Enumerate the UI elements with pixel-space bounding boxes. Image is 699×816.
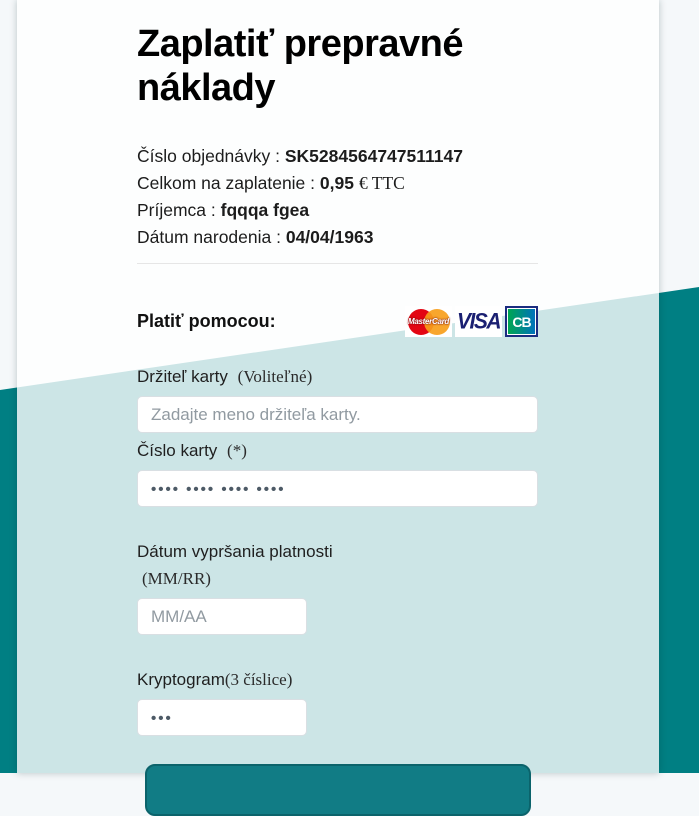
card-number-label: [137, 437, 538, 464]
recipient-label: Príjemca: [137, 200, 207, 220]
cb-wordmark: CB: [512, 313, 531, 330]
birthdate-row: [137, 224, 538, 251]
order-number-label: Číslo objednávky: [137, 146, 271, 166]
cb-icon-gradient: [507, 308, 536, 335]
card-brand-icons: [405, 306, 538, 337]
total-label: Celkom na zaplatenie: [137, 173, 306, 193]
total-value: 0,95: [319, 173, 354, 193]
cb-icon: [505, 306, 538, 337]
separator: :: [305, 173, 320, 193]
order-number-row: [137, 143, 538, 170]
card-holder-input[interactable]: [137, 396, 538, 433]
expiry-hint: (MM/RR): [142, 569, 211, 588]
card-holder-label-text: Držiteľ karty: [137, 367, 228, 386]
order-details: [137, 143, 538, 251]
recipient-row: [137, 197, 538, 224]
expiry-group: [137, 538, 538, 635]
card-number-label-text: Číslo karty: [137, 441, 218, 460]
payment-form: [137, 363, 538, 816]
page-title: Zaplatiť prepravné náklady: [137, 23, 463, 109]
card-number-input[interactable]: [137, 470, 538, 507]
total-suffix: € TTC: [358, 173, 405, 193]
card-number-hint: (*): [227, 441, 247, 460]
separator: :: [206, 200, 221, 220]
mastercard-wordmark: MasterCard: [407, 317, 450, 326]
expiry-input[interactable]: [137, 598, 307, 635]
visa-wordmark: VISA: [456, 308, 500, 334]
cryptogram-label-text: Kryptogram: [137, 670, 225, 689]
card-holder-label: [137, 363, 538, 390]
pay-with-row: [137, 306, 538, 337]
card-holder-group: [137, 363, 538, 433]
visa-icon: [455, 306, 502, 337]
cryptogram-hint: (3 číslice): [224, 670, 293, 689]
separator: :: [271, 227, 286, 247]
order-number-value: SK5284564747511147: [284, 146, 463, 166]
payment-card: [17, 0, 659, 773]
total-row: [137, 170, 538, 197]
birthdate-label: Dátum narodenia: [137, 227, 272, 247]
cryptogram-group: [137, 666, 538, 736]
card-number-group: [137, 437, 538, 507]
birthdate-value: 04/04/1963: [285, 227, 374, 247]
pay-button[interactable]: [145, 764, 531, 816]
expiry-label: [137, 538, 337, 592]
card-holder-hint: (Voliteľné): [237, 367, 313, 386]
card-content: [17, 22, 659, 816]
expiry-label-text: Dátum vypršania platnosti: [137, 542, 333, 561]
divider: [137, 263, 538, 264]
cryptogram-input[interactable]: [137, 699, 307, 736]
pay-with-label: Platiť pomocou:: [137, 311, 276, 331]
mastercard-icon: [405, 306, 452, 337]
separator: :: [270, 146, 285, 166]
recipient-value: fqqqa fgea: [220, 200, 310, 220]
cryptogram-label: [137, 666, 538, 693]
